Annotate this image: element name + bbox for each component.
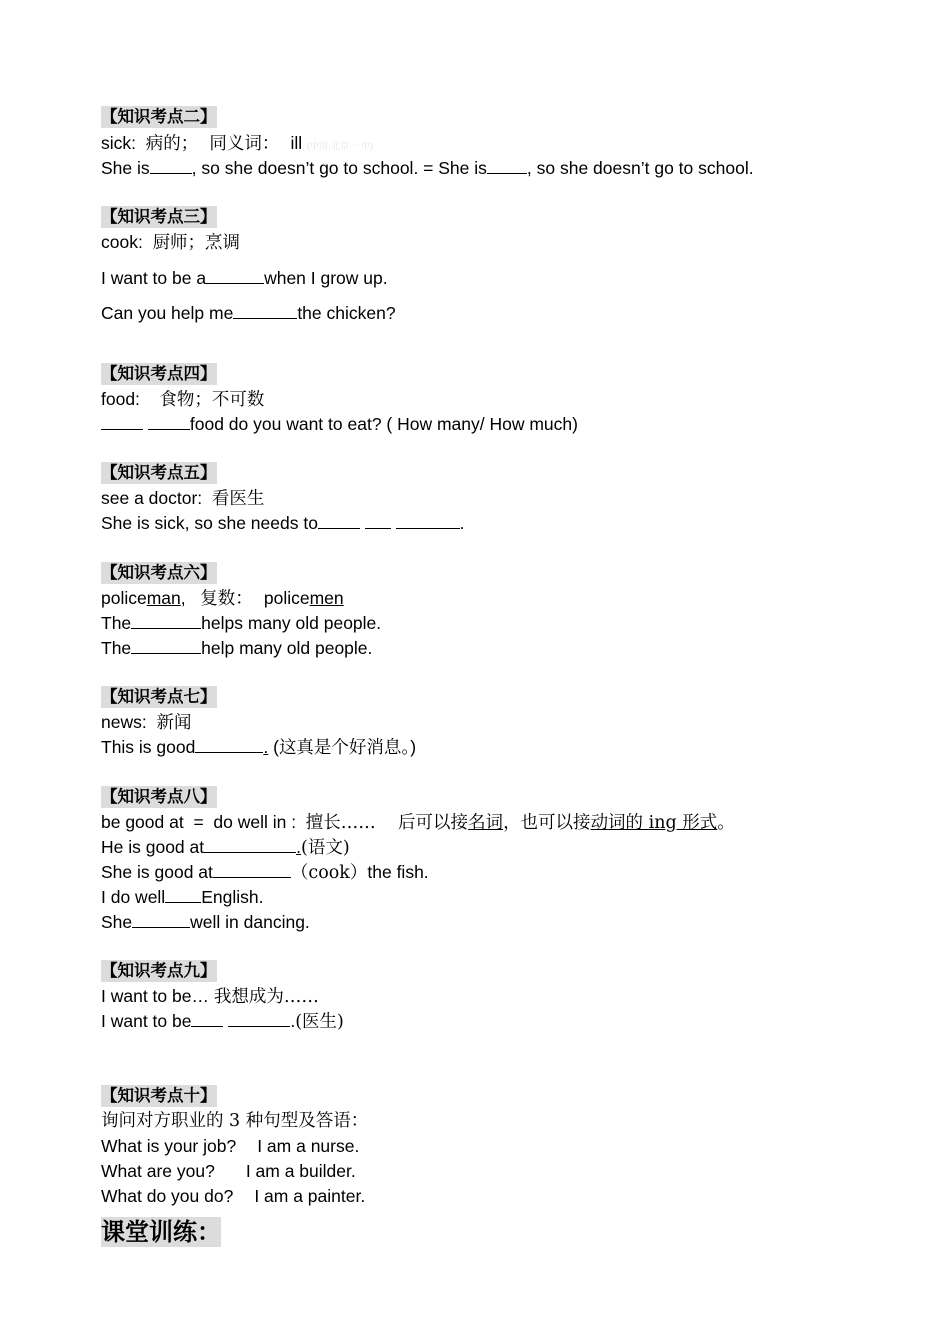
exercise-line <box>101 736 416 758</box>
faint-watermark-text: (中国·北京·一中) <box>307 141 374 151</box>
vocab-term: food: <box>101 389 160 409</box>
vocab-definition: ，也可以接 <box>503 813 591 833</box>
exercise-text: The <box>101 638 132 658</box>
exercise-text: I do well <box>101 887 166 907</box>
vocab-line-sick <box>101 132 373 154</box>
vocab-definition: 厨师；烹调 <box>152 233 241 253</box>
answer-text: I am a nurse. <box>257 1136 360 1156</box>
vocab-line-be-good-at <box>101 811 735 833</box>
exercise-text: She <box>101 912 133 932</box>
exercise-line <box>101 512 465 534</box>
exercise-text: the fish. <box>367 862 429 882</box>
fill-blank[interactable] <box>101 413 143 430</box>
answer-text: I am a painter. <box>254 1186 366 1206</box>
exercise-text: helps many old people. <box>201 613 382 633</box>
exercise-text: the chicken? <box>297 303 396 323</box>
fill-blank[interactable] <box>396 512 460 529</box>
qa-line <box>101 1135 359 1157</box>
fill-blank[interactable] <box>131 637 201 654</box>
exercise-line <box>101 911 310 933</box>
exercise-text: English. <box>201 887 264 907</box>
exercise-line <box>101 886 263 908</box>
exercise-line <box>101 302 396 324</box>
vocab-term-suffix: man <box>146 588 181 608</box>
vocab-definition: 病的； 同义词： <box>145 134 291 154</box>
vocab-plural-suffix: men <box>309 588 344 608</box>
exercise-line <box>101 861 429 883</box>
fill-blank[interactable] <box>132 911 190 928</box>
exercise-text: He is good at <box>101 837 205 857</box>
fill-blank[interactable] <box>165 886 201 903</box>
exercise-line <box>101 612 381 634</box>
fill-blank[interactable] <box>191 1010 223 1027</box>
answer-text: I am a builder. <box>245 1161 356 1181</box>
fill-blank[interactable] <box>213 861 291 878</box>
exercise-text: ( <box>268 737 279 757</box>
grammar-note-noun: 名词 <box>468 813 504 833</box>
vocab-line-want-to-be <box>101 985 319 1007</box>
exercise-text: She is sick, so she needs to <box>101 513 318 533</box>
fill-blank[interactable] <box>487 157 527 174</box>
section-heading-4: 【知识考点四】 <box>101 364 217 383</box>
exercise-text: She is good at <box>101 862 213 882</box>
vocab-term: police <box>101 588 147 608</box>
vocab-line-cook <box>101 231 240 253</box>
exercise-text: . <box>290 1011 296 1031</box>
exercise-text: The <box>101 613 132 633</box>
fill-blank[interactable] <box>148 413 190 430</box>
fill-blank[interactable] <box>206 267 264 284</box>
exercise-text: food do you want to eat? ( How many/ How much) <box>189 414 578 434</box>
vocab-line-policeman <box>101 587 344 609</box>
fill-blank[interactable] <box>195 736 263 753</box>
exercise-line <box>101 637 372 659</box>
qa-line <box>101 1160 356 1182</box>
section-heading-5: 【知识考点五】 <box>101 463 217 482</box>
exercise-text: I want to be <box>101 1011 192 1031</box>
vocab-line-news <box>101 711 191 733</box>
question-text: What do you do? <box>101 1186 234 1206</box>
vocab-term: news: <box>101 712 157 732</box>
vocab-term: cook: <box>101 232 153 252</box>
exercise-text: Can you help me <box>101 303 234 323</box>
vocab-definition: 我想成为…… <box>213 987 319 1007</box>
exercise-text: help many old people. <box>201 638 373 658</box>
fill-blank[interactable] <box>318 512 360 529</box>
classroom-practice-title: 课堂训练： <box>101 1218 221 1246</box>
vocab-definition: 食物；不可数 <box>159 390 265 410</box>
fill-blank[interactable] <box>131 612 201 629</box>
section-heading-10: 【知识考点十】 <box>101 1086 217 1105</box>
exercise-text: , so she doesn’t go to school. = She is <box>191 158 487 178</box>
section-heading-9: 【知识考点九】 <box>101 961 217 980</box>
vocab-term: be good at = do well in : <box>101 812 306 832</box>
question-text: What is your job? <box>101 1136 237 1156</box>
exercise-line <box>101 1010 344 1032</box>
translation-hint: 这真是个好消息。 <box>278 738 411 758</box>
exercise-text: This is good <box>101 737 196 757</box>
vocab-line-see-a-doctor <box>101 487 264 509</box>
verb-hint: （cook） <box>290 863 368 883</box>
vocab-definition: 擅长…… 后可以接 <box>305 813 469 833</box>
section-heading-3: 【知识考点三】 <box>101 207 217 226</box>
section-heading-8: 【知识考点八】 <box>101 787 217 806</box>
vocab-plural: police <box>263 588 310 608</box>
exercise-text: . <box>296 837 301 857</box>
question-text: What are you? <box>101 1161 215 1181</box>
exercise-text: well in dancing. <box>190 912 310 932</box>
section-intro: 询问对方职业的 3 种句型及答语： <box>101 1111 369 1131</box>
exercise-line <box>101 413 578 435</box>
section-heading-2: 【知识考点二】 <box>101 107 217 126</box>
vocab-synonym: ill <box>290 133 303 153</box>
vocab-definition: 复数： <box>200 589 264 609</box>
vocab-term: sick: <box>101 133 146 153</box>
exercise-text: . <box>459 513 465 533</box>
exercise-text: She is <box>101 158 150 178</box>
vocab-term: see a doctor: <box>101 488 212 508</box>
exercise-text: I want to be a <box>101 268 207 288</box>
vocab-definition: 新闻 <box>156 713 192 733</box>
exercise-line <box>101 836 350 858</box>
fill-blank[interactable] <box>204 836 296 853</box>
vocab-term: I want to be… <box>101 986 214 1006</box>
translation-hint: (语文) <box>301 838 350 858</box>
exercise-line <box>101 267 388 289</box>
fill-blank[interactable] <box>228 1010 290 1027</box>
qa-line <box>101 1185 365 1207</box>
exercise-text: ) <box>410 737 417 757</box>
grammar-note-gerund: 动词的 ing 形式 <box>590 813 718 833</box>
vocab-definition: 看医生 <box>211 489 265 509</box>
section-heading-6: 【知识考点六】 <box>101 563 217 582</box>
punctuation: 。 <box>717 813 735 833</box>
translation-hint: (医生) <box>295 1012 344 1032</box>
fill-blank[interactable] <box>233 302 297 319</box>
exercise-line <box>101 157 754 179</box>
section-heading-7: 【知识考点七】 <box>101 687 217 706</box>
vocab-line-food <box>101 388 264 410</box>
fill-blank[interactable] <box>365 512 391 529</box>
exercise-text: , so she doesn’t go to school. <box>526 158 754 178</box>
separator: , <box>180 588 201 608</box>
exercise-text: when I grow up. <box>264 268 388 288</box>
fill-blank[interactable] <box>150 157 192 174</box>
exercise-text: . <box>263 737 269 757</box>
